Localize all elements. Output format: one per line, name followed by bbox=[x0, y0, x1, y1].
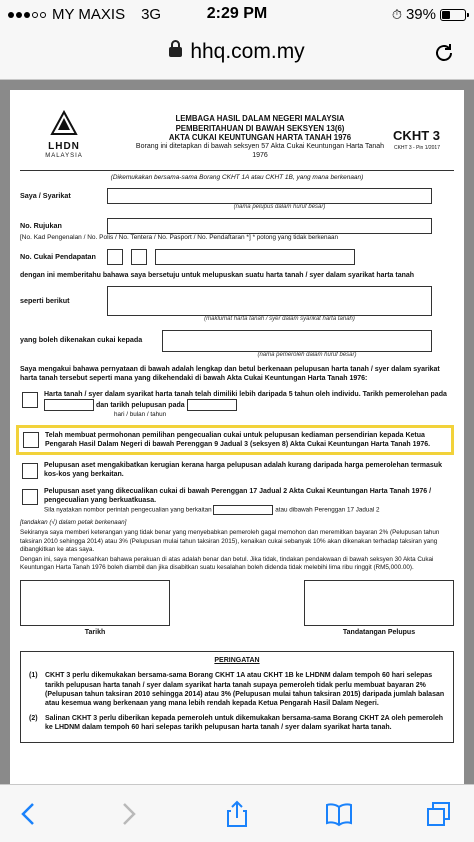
option-held-5-years-mid: dan tarikh pelupusan pada bbox=[95, 401, 185, 409]
form-code-block bbox=[393, 128, 440, 151]
reference-sub bbox=[20, 234, 454, 242]
submit-note: (Dikemukakan bersama-sama Borang CKHT 1A atau CKHT 1B, yang mana berkenaan) bbox=[20, 170, 454, 182]
tax-number-field[interactable] bbox=[155, 249, 355, 265]
lhdn-logo bbox=[44, 110, 84, 161]
form-authority: Borang ini ditetapkan di bawah seksyen 57 Akta Cukai Keuntungan Harta Tanah 1976 bbox=[135, 143, 385, 159]
back-icon[interactable] bbox=[14, 799, 44, 829]
property-label: seperti berikut bbox=[20, 295, 70, 305]
signature-field[interactable] bbox=[304, 580, 454, 626]
declaration-text: Dengan ini, saya mengesahkan bahawa perakuan di atas adalah benar dan betul. Jika tidak, tindakan pendakwaan di bawah seksyen 30 Akta Cukai Keuntungan Harta Tanah 1976 boleh diambil dan jika disabitkan suatu kesalahan boleh didenda tidak melebihi lima ribu ringgit (RM5,000.00). bbox=[20, 555, 434, 572]
form-code: CKHT 3 bbox=[393, 128, 440, 143]
battery-percent: 39% bbox=[405, 6, 436, 23]
option-exempted-text: Pelupusan aset yang dikecualikan cukai di bawah Perenggan 17 Jadual 2 Akta Cukai Keuntungan Harta Tanah 1976 / pengecualian yang berkuatkuasa. bbox=[44, 488, 432, 505]
lock-icon bbox=[169, 47, 182, 57]
logo-subtext: MALAYSIA bbox=[45, 153, 83, 160]
clock: 2:29 PM bbox=[206, 5, 268, 22]
form-title bbox=[130, 114, 390, 161]
ckht3-form-document bbox=[10, 90, 464, 784]
reference-sub-text: [No. Kad Pengenalan / No. Polis / No. Tentera / No. Pasport / No. Pendaftaran *] bbox=[20, 234, 251, 242]
acquisition-date-field[interactable] bbox=[44, 399, 94, 411]
property-hint: (maklumat harta tanah / syer dalam syarikat harta tanah) bbox=[204, 315, 355, 322]
reminder-text-1: CKHT 3 perlu dikemukakan bersama-sama Borang CKHT 1A atau CKHT 1B ke LHDNM dalam tempoh 60 hari selepas tarikh pelupusan harta tanah / syer dalam syarikat harta tanah supaya pemeroleh tidak perlu membuat bayaran 2% (Pelupusan tahun taksiran 2010 sehingga 2014) atau 3% (Pelupusan mulai tahun taksiran 2015) daripada jumlah balasan atau kesemua wang berkenaan yang mana lebih rendah kepada Ketua Pengarah Hasil Dalam Negeri. bbox=[45, 672, 445, 707]
lhdn-emblem-icon bbox=[50, 110, 78, 138]
option-private-residence-text: Telah membuat permohonan pemilihan pengecualian cukai untuk pelupusan kediaman persendirian kepada Ketua Pengarah Hasil Dalam Negeri di bawah Perenggan 9 Jadual 3 (seksyen 8) Akta Cukai Keuntungan Harta Tanah 1976. bbox=[45, 431, 431, 448]
checkbox-loss[interactable] bbox=[22, 463, 38, 479]
tax-number-row bbox=[20, 249, 454, 265]
reminder-number-2: (2) bbox=[29, 714, 38, 722]
acquirer-hint: (nama pemeroleh dalam huruf besar) bbox=[257, 351, 357, 358]
signature-block bbox=[304, 580, 454, 637]
tabs-icon[interactable] bbox=[424, 799, 454, 829]
property-field[interactable] bbox=[107, 286, 432, 316]
tick-instruction: [tandakan (√) dalam petak berkenaan] bbox=[20, 519, 127, 527]
notice-statement: dengan ini memberitahu bahawa saya bersetuju untuk melupuskan suatu harta tanah / syer dalam syarikat harta tanah bbox=[20, 271, 415, 279]
battery-icon bbox=[440, 9, 466, 21]
option-loss-text: Pelupusan aset mengakibatkan kerugian kerana harga pelupusan adalah kurang daripada harga pemerolehan termasuk kos-kos yang berkaitan. bbox=[44, 462, 442, 479]
name-row bbox=[20, 188, 454, 212]
signature-row bbox=[20, 580, 454, 637]
reminder-item-2 bbox=[29, 714, 445, 732]
name-field[interactable] bbox=[107, 188, 432, 204]
reminder-item-1 bbox=[29, 671, 445, 707]
tax-prefix-box-2[interactable] bbox=[131, 249, 147, 265]
form-header bbox=[20, 98, 454, 168]
exemption-note-tail: atau dibawah Perenggan 17 Jadual 2 bbox=[275, 506, 380, 514]
reminder-box bbox=[20, 651, 454, 743]
logo-text: LHDN bbox=[48, 141, 80, 153]
notice-title: PEMBERITAHUAN DI BAWAH SEKSYEN 13(6) bbox=[175, 123, 345, 133]
date-hint: hari / bulan / tahun bbox=[114, 410, 167, 418]
share-icon[interactable] bbox=[222, 799, 252, 829]
date-label: Tarikh bbox=[84, 629, 106, 637]
exemption-order-field[interactable] bbox=[213, 505, 273, 515]
date-block bbox=[20, 580, 170, 637]
url-text[interactable]: hhq.com.my bbox=[190, 40, 305, 63]
page-viewport[interactable] bbox=[0, 80, 474, 784]
reload-icon[interactable] bbox=[432, 41, 456, 65]
address-bar[interactable] bbox=[0, 30, 474, 80]
tax-prefix-box[interactable] bbox=[107, 249, 123, 265]
browser-toolbar bbox=[0, 784, 474, 842]
acknowledgement: Saya mengakui bahawa pernyataan di bawah adalah lengkap dan betul berkenaan pelupusan harta tanah / syer dalam syarikat harta tanah tersebut seperti mana yang dikehendaki di bawah Akta Cukai Keuntungan Harta Tanah 1976: bbox=[20, 366, 440, 383]
act-title: AKTA CUKAI KEUNTUNGAN HARTA TANAH 1976 bbox=[168, 133, 352, 143]
forward-icon[interactable] bbox=[113, 799, 143, 829]
exemption-note bbox=[44, 505, 454, 515]
acquirer-row bbox=[20, 330, 454, 360]
reminder-number-1: (1) bbox=[29, 672, 38, 680]
exemption-note-text: Sila nyatakan nombor perintah pengecualian yang berkaitan bbox=[44, 506, 212, 514]
acquirer-field[interactable] bbox=[162, 330, 432, 352]
option-held-5-years bbox=[20, 390, 454, 419]
status-bar bbox=[0, 0, 474, 30]
property-row bbox=[20, 286, 454, 324]
disposal-date-field[interactable] bbox=[187, 399, 237, 411]
signature-label: Tandatangan Pelupus bbox=[342, 629, 416, 637]
alarm-icon: ⏱ bbox=[391, 6, 402, 22]
reference-note: * potong yang tidak berkenaan bbox=[252, 234, 339, 242]
tax-number-label: No. Cukai Pendapatan bbox=[20, 251, 96, 261]
reference-label: No. Rujukan bbox=[20, 221, 62, 231]
option-exempted bbox=[20, 487, 454, 515]
date-field[interactable] bbox=[20, 580, 170, 626]
penalty-text: Sekiranya saya memberi keterangan yang tidak benar yang menyebabkan pemeroleh gagal memohon dan meremitkan bayaran 2% (Pelupusan tahun taksiran 2010 sehingga 2014) atau 3% (Pelupusan mulai tahun taksiran 2015), kenaikan cukai sebanyak 10% akan dikenakan terhadap taksiran yang dibangkitkan ke atas saya. bbox=[20, 529, 440, 553]
agency-name: LEMBAGA HASIL DALAM NEGERI MALAYSIA bbox=[175, 114, 345, 123]
bookmarks-icon[interactable] bbox=[324, 799, 354, 829]
checkbox-private-residence[interactable] bbox=[23, 432, 39, 448]
reminder-title: PERINGATAN bbox=[214, 657, 260, 665]
reminder-text-2: Salinan CKHT 3 perlu diberikan kepada pemeroleh untuk dikemukakan bersama-sama Borang CKHT 2A oleh pemeroleh ke LHDNM dalam tempoh 60 hari selepas tarikh pelupusan harta tanah / syer dalam syarikat harta tanah. bbox=[45, 714, 444, 731]
url-display[interactable] bbox=[0, 40, 474, 64]
checkbox-held-5-years[interactable] bbox=[22, 392, 38, 408]
name-label: Saya / Syarikat bbox=[20, 191, 71, 201]
checkbox-exempted[interactable] bbox=[22, 489, 38, 505]
carrier-name: MY MAXIS bbox=[52, 6, 126, 23]
reference-field[interactable] bbox=[107, 218, 432, 234]
reference-row bbox=[20, 218, 454, 242]
option-private-residence bbox=[16, 425, 454, 455]
form-version: CKHT 3 - Pin 1/2017 bbox=[393, 144, 440, 151]
name-hint: (nama pelupus dalam huruf besar) bbox=[233, 204, 326, 211]
battery-info bbox=[392, 6, 466, 23]
option-loss bbox=[20, 461, 454, 481]
network-type: 3G bbox=[141, 6, 162, 23]
acquirer-label: yang boleh dikenakan cukai kepada bbox=[20, 335, 143, 345]
option-held-5-years-text: Harta tanah / syer dalam syarikat harta tanah telah dimiliki lebih daripada 5 tahun oleh individu. Tarikh pemerolehan pada bbox=[44, 390, 447, 398]
